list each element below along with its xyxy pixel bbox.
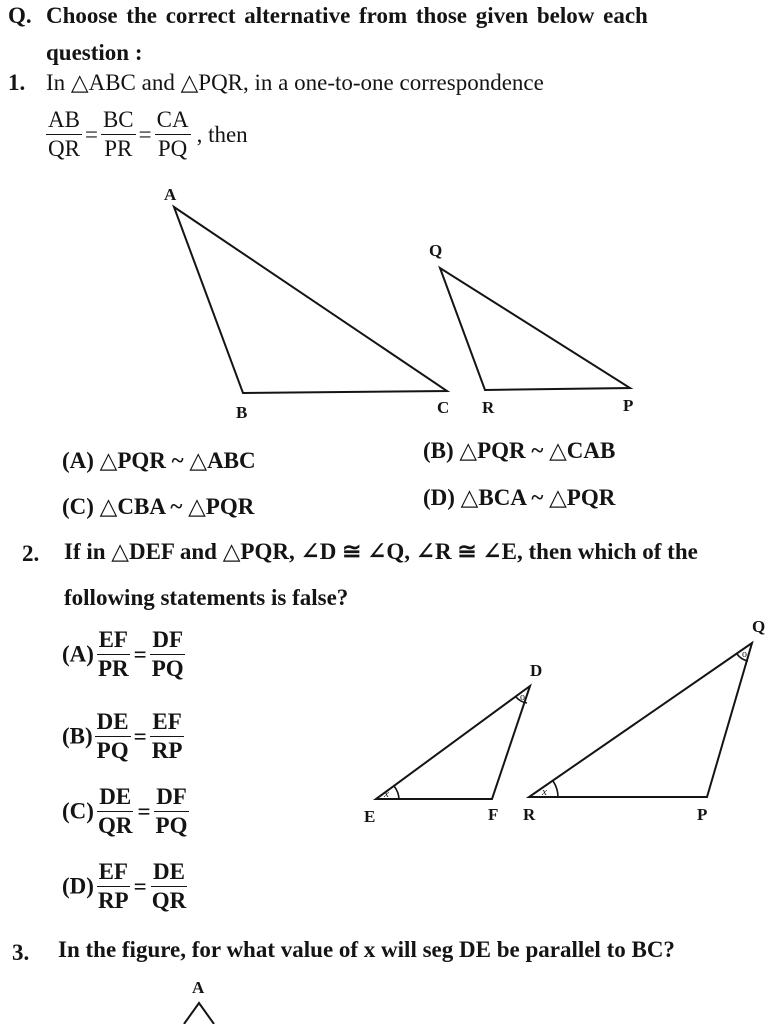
fraction-numerator: DE xyxy=(151,860,187,887)
fraction-denominator: RP xyxy=(151,738,183,764)
q1-option-b[interactable]: (B) △PQR ~ △CAB xyxy=(423,438,616,463)
vertex-label-r: R xyxy=(482,398,495,417)
equals-sign: = xyxy=(133,723,147,749)
vertex-label-b: B xyxy=(236,403,248,422)
vertex-label-c: C xyxy=(437,398,450,417)
instruction-line-2: question : xyxy=(46,40,143,65)
angle-arc-q xyxy=(737,654,748,661)
option-label: (B) xyxy=(62,723,93,749)
fraction xyxy=(96,860,131,913)
fraction-denominator: QR xyxy=(48,136,80,162)
fraction xyxy=(150,628,186,681)
fraction-denominator: PR xyxy=(104,136,133,162)
q1-ratio-fraction-3 xyxy=(155,108,191,161)
fraction-denominator: PR xyxy=(97,656,129,682)
fraction-numerator: CA xyxy=(155,108,191,135)
fraction-denominator: QR xyxy=(97,813,133,839)
q2-line-2: following statements is false? xyxy=(64,585,349,610)
angle-arc-r xyxy=(553,781,558,797)
fraction-denominator: QR xyxy=(151,888,187,914)
q1-option-c[interactable]: (C) △CBA ~ △PQR xyxy=(62,494,255,519)
equals-sign: = xyxy=(133,641,147,667)
q2-line-1: If in △DEF and △PQR, ∠D ≅ ∠Q, ∠R ≅ ∠E, then which of the xyxy=(64,539,698,564)
instruction-line-1: Choose the correct alternative from those given below each xyxy=(46,3,648,28)
q1-ratio-fraction-2 xyxy=(101,108,136,161)
option-label: (D) xyxy=(62,873,94,899)
q1-ratio-tail: , then xyxy=(196,121,248,147)
fraction-numerator: DE xyxy=(97,785,133,812)
q1-text: In △ABC and △PQR, in a one-to-one correspondence xyxy=(46,70,544,95)
fraction-numerator: EF xyxy=(97,628,130,655)
fraction-denominator: PQ xyxy=(151,656,184,682)
triangle-pqr-2 xyxy=(529,643,752,797)
q2-number: 2. xyxy=(22,541,40,566)
fraction-numerator: AB xyxy=(46,108,82,135)
angle-arc-e xyxy=(394,786,399,799)
vertex-label-q-2: Q xyxy=(752,617,766,636)
q1-option-d[interactable]: (D) △BCA ~ △PQR xyxy=(423,485,616,510)
fraction-numerator: DE xyxy=(95,710,131,737)
equals-sign: = xyxy=(133,873,147,899)
fraction-numerator: EF xyxy=(97,860,130,887)
q2-option-d[interactable] xyxy=(62,860,190,913)
vertex-label-r-2: R xyxy=(523,805,536,824)
fraction-numerator: BC xyxy=(101,108,136,135)
q1-ratio-fraction-1 xyxy=(46,108,82,161)
triangle-apex xyxy=(184,1003,214,1024)
q1-option-a[interactable]: (A) △PQR ~ △ABC xyxy=(62,448,256,473)
angle-mark-x-r: x xyxy=(542,786,547,798)
fraction-denominator: PQ xyxy=(155,813,188,839)
fraction-numerator: DF xyxy=(150,628,185,655)
fraction-denominator: RP xyxy=(97,888,129,914)
triangle-abc xyxy=(174,207,447,393)
angle-mark-o-q: o xyxy=(742,649,747,660)
vertex-label-p-2: P xyxy=(697,805,708,824)
q2-option-c[interactable] xyxy=(62,785,192,838)
option-label: (A) xyxy=(62,641,94,667)
triangle-def xyxy=(376,686,530,799)
fraction-numerator: EF xyxy=(150,710,183,737)
vertex-label-e: E xyxy=(364,807,376,826)
vertex-label-a-3: A xyxy=(192,978,205,997)
fraction-numerator: DF xyxy=(154,785,189,812)
q1-ratio xyxy=(44,108,248,161)
q3-text: In the figure, for what value of x will seg DE be parallel to BC? xyxy=(58,937,675,962)
equals-sign: = xyxy=(137,798,151,824)
q3-number: 3. xyxy=(12,940,30,965)
vertex-label-f: F xyxy=(488,805,499,824)
vertex-label-q: Q xyxy=(429,241,443,260)
vertex-label-d: D xyxy=(530,661,543,680)
fraction xyxy=(154,785,190,838)
option-label: (C) xyxy=(62,798,94,824)
triangle-pqr xyxy=(440,268,630,390)
instruction-number: Q. xyxy=(8,3,32,28)
fraction xyxy=(96,628,131,681)
fraction xyxy=(95,710,131,763)
equals-sign: = xyxy=(138,121,152,147)
fraction xyxy=(96,785,135,838)
angle-mark-x-e: x xyxy=(384,788,389,800)
q2-option-b[interactable] xyxy=(62,710,186,763)
fraction xyxy=(150,860,189,913)
vertex-label-p: P xyxy=(623,396,634,415)
q1-number: 1. xyxy=(8,70,26,95)
q2-option-a[interactable] xyxy=(62,628,188,681)
angle-arc-d xyxy=(516,697,527,703)
angle-mark-o-d: o xyxy=(520,692,525,703)
vertex-label-a: A xyxy=(164,185,177,204)
fraction xyxy=(150,710,185,763)
fraction-denominator: PQ xyxy=(96,738,129,764)
equals-sign: = xyxy=(84,121,98,147)
fraction-denominator: PQ xyxy=(157,136,188,162)
